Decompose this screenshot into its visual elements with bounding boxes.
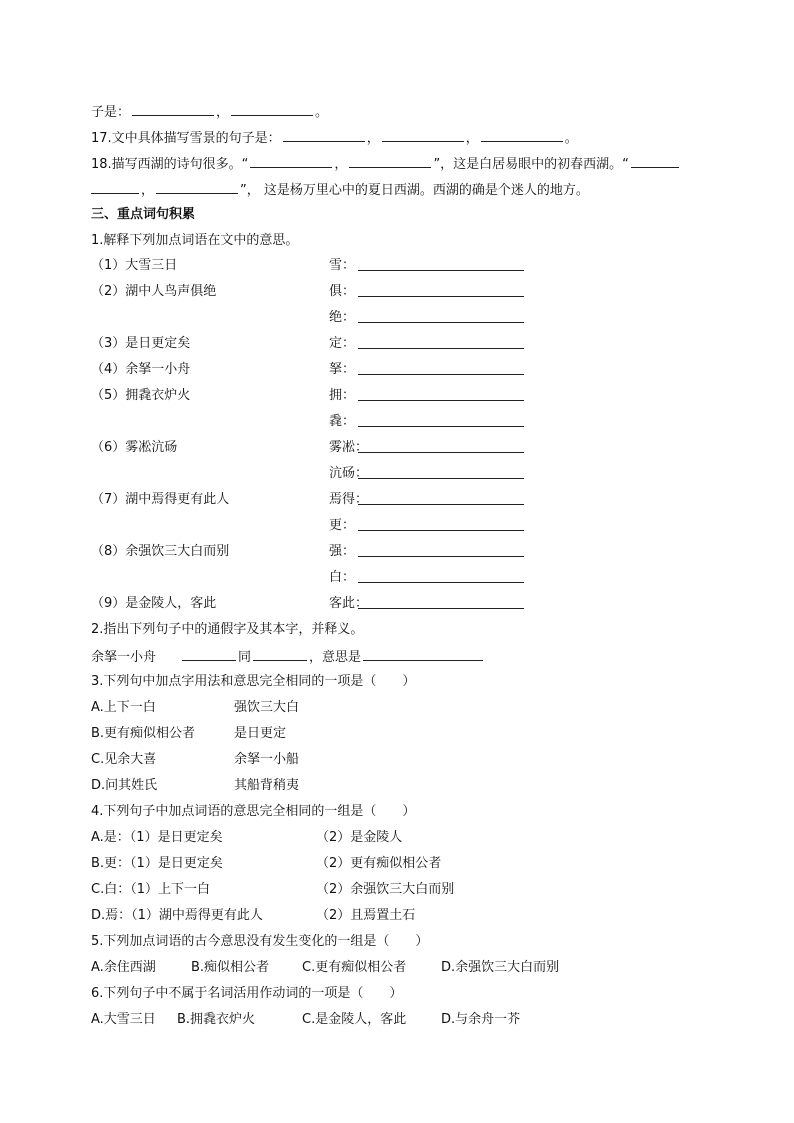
answer-blank[interactable] xyxy=(349,154,431,168)
answer-blank[interactable] xyxy=(250,154,332,168)
q3-option-c[interactable]: C.见余大喜 xyxy=(91,752,157,767)
q4-option-d[interactable]: D.焉：（1）湖中焉得更有此人 xyxy=(91,908,263,923)
answer-blank[interactable] xyxy=(283,128,365,142)
q1-item-8-word: 雾凇： xyxy=(329,440,369,455)
answer-blank[interactable] xyxy=(358,256,524,271)
q4-option-a-pair: （2）是金陵人 xyxy=(316,830,403,845)
q4-option-c-pair: （2）余强饮三大白而别 xyxy=(316,882,455,897)
q1-item-10-word: 焉得： xyxy=(329,492,369,507)
q18-text-c: ”， 这是杨万里心中的夏日西湖。西湖的确是个迷人的地方。 xyxy=(240,183,589,198)
q1-item-9-word: 沆砀： xyxy=(329,466,369,481)
q1-item-12-word: 强： xyxy=(329,544,356,559)
q1-item-2-word: 俱： xyxy=(329,284,356,299)
q18-text-b: ”，这是白居易眼中的初春西湖。“ xyxy=(433,157,629,172)
section-heading: 三、重点词句积累 xyxy=(91,207,196,222)
q1-item-13-word: 白： xyxy=(329,570,356,585)
answer-blank[interactable] xyxy=(231,102,313,116)
q6-option-d[interactable]: D.与余舟一芥 xyxy=(441,1012,521,1027)
q1-item-10-sentence: （7）湖中焉得更有此人 xyxy=(91,492,230,507)
question-4: 4.下列句子中加点词语的意思完全相同的一组是（ ） xyxy=(91,804,416,819)
question-17: 17.文中具体描写雪景的句子是： ， ， 。 xyxy=(91,128,578,146)
question-2-answer-line xyxy=(91,647,485,665)
answer-blank[interactable] xyxy=(358,542,524,557)
q5-option-a[interactable]: A.余住西湖 xyxy=(91,960,156,975)
q3-option-b[interactable]: B.更有痴似相公者 xyxy=(91,726,196,741)
answer-blank[interactable] xyxy=(382,128,464,142)
q5-option-d[interactable]: D.余强饮三大白而别 xyxy=(441,960,560,975)
q4-option-a[interactable]: A.是：（1）是日更定矣 xyxy=(91,830,223,845)
answer-blank[interactable] xyxy=(358,568,524,583)
q1-item-2-sentence: （2）湖中人鸟声俱绝 xyxy=(91,284,217,299)
q1-item-1-sentence: （1）大雪三日 xyxy=(91,258,178,273)
q4-option-b-pair: （2）更有痴似相公者 xyxy=(316,856,442,871)
answer-blank[interactable] xyxy=(358,594,524,609)
answer-blank[interactable] xyxy=(358,516,524,531)
q4-option-d-pair: （2）且焉置土石 xyxy=(316,908,416,923)
q16-continuation: 子是： ， 。 xyxy=(91,102,328,120)
q1-item-4-sentence: （3）是日更定矣 xyxy=(91,336,191,351)
question-5: 5.下列加点词语的古今意思没有发生变化的一组是（ ） xyxy=(91,934,429,949)
q3-option-d[interactable]: D.问其姓氏 xyxy=(91,778,158,793)
q6-option-a[interactable]: A.大雪三日 xyxy=(91,1012,156,1027)
q3-option-c-pair: 余拏一小船 xyxy=(234,752,300,767)
q1-item-6-sentence: （5）拥毳衣炉火 xyxy=(91,388,191,403)
question-1: 1.解释下列加点词语在文中的意思。 xyxy=(91,233,299,248)
question-18-line2: ， ”， 这是杨万里心中的夏日西湖。西湖的确是个迷人的地方。 xyxy=(91,180,589,198)
q3-option-a[interactable]: A.上下一白 xyxy=(91,700,156,715)
q1-item-14-word: 客此： xyxy=(329,596,369,611)
answer-blank[interactable] xyxy=(358,464,524,479)
q1-item-11-word: 更： xyxy=(329,518,356,533)
q1-item-5-sentence: （4）余拏一小舟 xyxy=(91,362,191,377)
answer-blank[interactable] xyxy=(358,386,524,401)
answer-blank[interactable] xyxy=(358,412,524,427)
q18-text-a: 18.描写西湖的诗句很多。“ xyxy=(91,157,249,172)
q2-sentence: 余拏一小舟 xyxy=(91,650,157,665)
q16-prefix: 子是： xyxy=(91,105,131,120)
question-18-line1: 18.描写西湖的诗句很多。“ ， ”，这是白居易眼中的初春西湖。“ xyxy=(91,154,681,172)
q2-tong: 同 xyxy=(238,650,252,665)
q5-option-c[interactable]: C.更有痴似相公者 xyxy=(302,960,407,975)
answer-blank[interactable] xyxy=(156,180,238,194)
answer-blank[interactable] xyxy=(358,438,524,453)
answer-blank[interactable] xyxy=(91,180,139,194)
q1-item-12-sentence: （8）余强饮三大白而别 xyxy=(91,544,230,559)
answer-blank[interactable] xyxy=(363,647,483,661)
answer-blank[interactable] xyxy=(358,308,524,323)
q4-option-c[interactable]: C.白：（1）上下一白 xyxy=(91,882,210,897)
question-6: 6.下列句子中不属于名词活用作动词的一项是（ ） xyxy=(91,986,403,1001)
q3-option-d-pair: 其船背稍夷 xyxy=(234,778,300,793)
q1-item-3-word: 绝： xyxy=(329,310,356,325)
q17-text: 17.文中具体描写雪景的句子是： xyxy=(91,131,281,146)
question-2: 2.指出下列句子中的通假字及其本字，并释义。 xyxy=(91,622,364,637)
q1-item-7-word: 毳： xyxy=(329,414,356,429)
question-3: 3.下列句中加点字用法和意思完全相同的一项是（ ） xyxy=(91,674,416,689)
q1-item-14-sentence: （9）是金陵人，客此 xyxy=(91,596,217,611)
q3-option-a-pair: 强饮三大白 xyxy=(234,700,300,715)
answer-blank[interactable] xyxy=(358,360,524,375)
answer-blank[interactable] xyxy=(253,647,307,661)
answer-blank[interactable] xyxy=(182,647,236,661)
answer-blank[interactable] xyxy=(132,102,214,116)
q1-item-6-word: 拥： xyxy=(329,388,356,403)
q5-option-b[interactable]: B.痴似相公者 xyxy=(191,960,270,975)
q2-meaning-label: ，意思是 xyxy=(309,650,362,665)
q1-item-8-sentence: （6）雾凇沆砀 xyxy=(91,440,178,455)
q1-item-4-word: 定： xyxy=(329,336,356,351)
answer-blank[interactable] xyxy=(358,334,524,349)
answer-blank[interactable] xyxy=(631,154,679,168)
q1-item-1-word: 雪： xyxy=(329,258,356,273)
q1-item-5-word: 拏： xyxy=(329,362,356,377)
answer-blank[interactable] xyxy=(481,128,563,142)
q6-option-b[interactable]: B.拥毳衣炉火 xyxy=(177,1012,256,1027)
q3-option-b-pair: 是日更定 xyxy=(234,726,287,741)
answer-blank[interactable] xyxy=(358,490,524,505)
answer-blank[interactable] xyxy=(358,282,524,297)
q6-option-c[interactable]: C.是金陵人，客此 xyxy=(302,1012,407,1027)
q4-option-b[interactable]: B.更：（1）是日更定矣 xyxy=(91,856,223,871)
